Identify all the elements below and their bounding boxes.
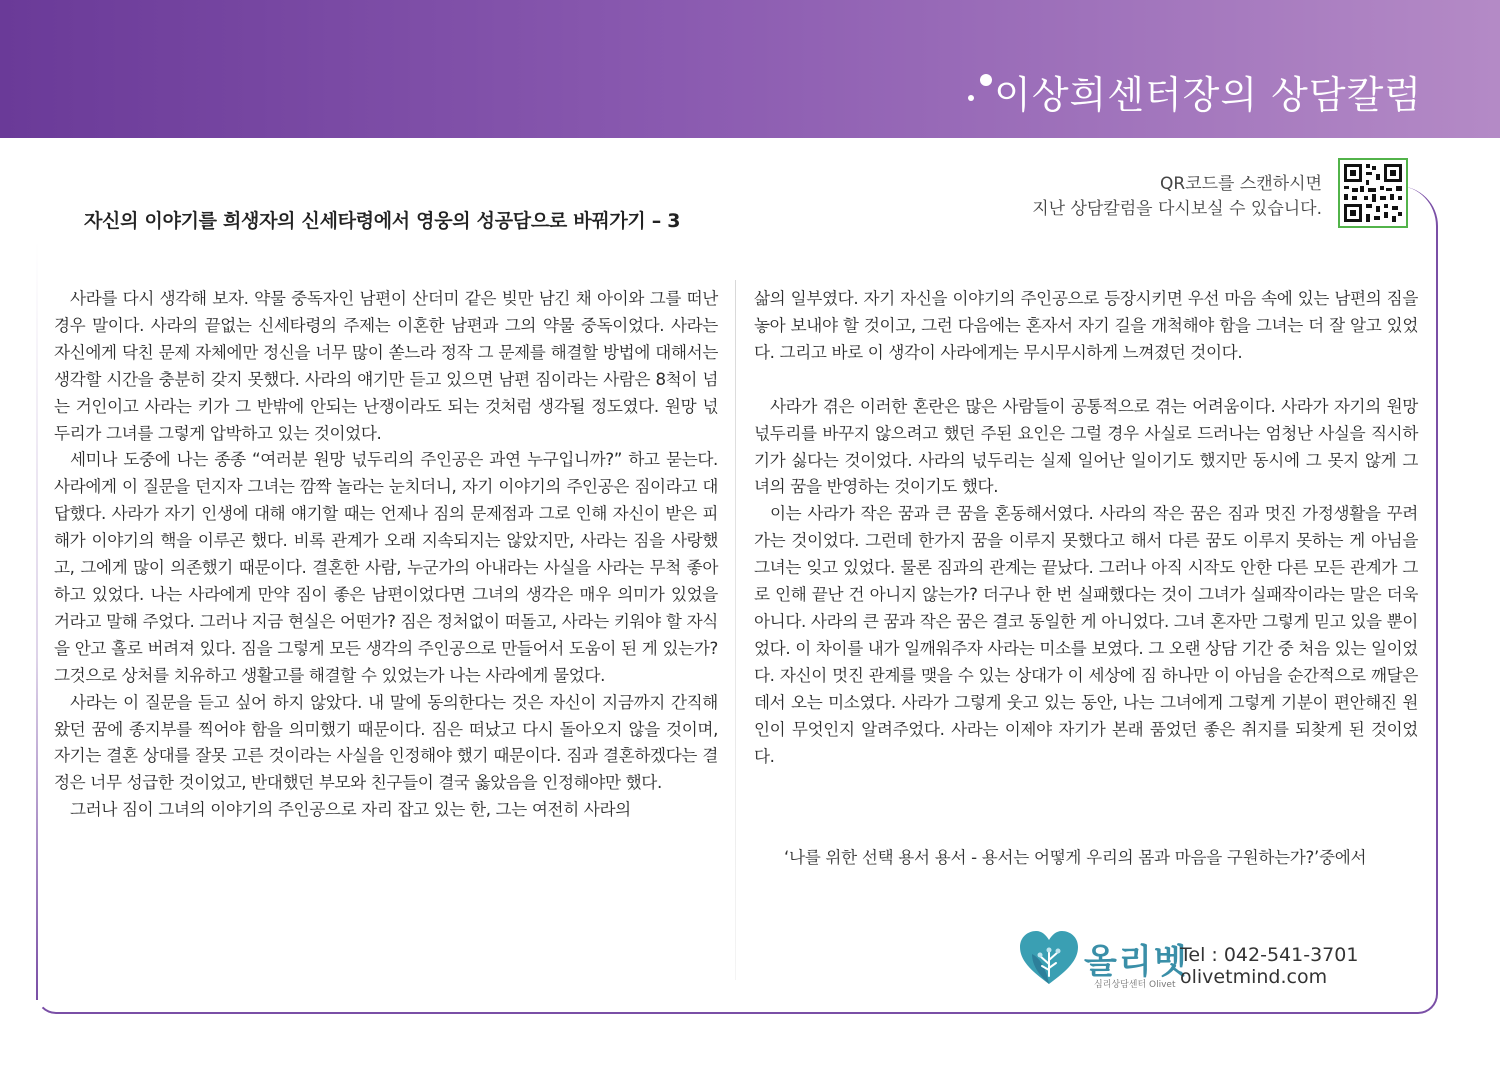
paragraph: 세미나 도중에 나는 종종 “여러분 원망 넋두리의 주인공은 과연 누구입니까?” 하고 묻는다. 사라에게 이 질문을 던지자 그녀는 깜짝 놀라는 눈치더니, 자기 이야기의 주인공은 짐이라고 대답했다. 사라가 자기 인생에 대해 얘기할 때는 언제나 짐의 문제점과 그로 인해 자신이 받은 피해가 이야기의 핵을 이루곤 했다. 비록 관계가 오래 지속되지는 않았지만, 사라는 짐을 사랑했고, 그에게 많이 의존했기 때문이다. 결혼한 사람, 누군가의 아내라는 사실을 사라는 무척 좋아하고 있었다. 나는 사라에게 만약 짐이 좋은 남편이었다면 그녀의 생각은 매우 의미가 있었을 거라고 말해 주었다. 그러나 지금 현실은 어떤가? 짐은 정처없이 떠돌고, 사라는 키워야 할 자식을 안고 홀로 버려져 있다. 짐을 그렇게 모든 생각의 주인공으로 만들어서 도움이 된 게 있는가? 그것으로 상처를 치유하고 생활고를 해결할 수 있었는가 나는 사라에게 물었다.	[54, 450, 718, 685]
contact-info	[1180, 944, 1358, 988]
contact-tel: Tel : 042-541-3701	[1180, 944, 1359, 966]
bullet-icon	[980, 74, 992, 86]
logo-subtitle: 심리상담센터 Olivet	[1094, 980, 1176, 990]
article-column-right	[754, 286, 1418, 770]
paragraph: 사라는 이 질문을 듣고 싶어 하지 않았다. 내 말에 동의한다는 것은 자신이 지금까지 간직해 왔던 꿈에 종지부를 찍어야 함을 의미했기 때문이다. 짐은 떠났고 다시 돌아오지 않을 것이며, 자기는 결혼 상대를 잘못 고른 것이라는 사실을 인정해야 했기 때문이다. 짐과 결혼하겠다는 결정은 너무 성급한 것이었고, 반대했던 부모와 친구들이 결국 옳았음을 인정해야만 했다.	[54, 692, 718, 793]
column-divider	[735, 280, 736, 980]
header-title: 이상희센터장의 상담칼럼	[968, 64, 1422, 119]
qr-code-graphic	[1340, 160, 1406, 226]
contact-website[interactable]: olivetmind.com	[1180, 966, 1328, 988]
qr-code-icon[interactable]	[1338, 158, 1408, 228]
qr-caption-line2: 지난 상담칼럼을 다시보실 수 있습니다.	[1032, 199, 1322, 219]
article-title: 자신의 이야기를 희생자의 신세타령에서 영웅의 성공담으로 바꿔가기 – 3	[84, 210, 681, 232]
olivet-logo-icon	[1018, 930, 1080, 986]
qr-caption	[1032, 172, 1322, 222]
frame-left-edge	[36, 240, 38, 1000]
bullet-icon	[968, 95, 974, 101]
article-column-left	[54, 286, 718, 824]
paragraph: 이는 사라가 작은 꿈과 큰 꿈을 혼동해서였다. 사라의 작은 꿈은 짐과 멋진 가정생활을 꾸려가는 것이었다. 그런데 한가지 꿈을 이루지 못했다고 해서 다른 꿈도 이루지 못하는 게 아님을 그녀는 잊고 있었다. 물론 짐과의 관계는 끝났다. 그러나 아직 시작도 안한 다른 모든 관계가 그로 인해 끝난 건 아니지 않는가? 더구나 한 번 실패했다는 것이 그녀가 실패작이라는 말은 더욱 아니다. 사라의 큰 꿈과 작은 꿈은 결코 동일한 게 아니었다. 그녀 혼자만 그렇게 믿고 있을 뿐이었다. 이 차이를 내가 일깨워주자 사라는 미소를 보였다. 그 오랜 상담 기간 중 처음 있는 일이었다. 자신이 멋진 관계를 맺을 수 있는 상대가 이 세상에 짐 하나만 이 아님을 순간적으로 깨달은 데서 오는 미소였다. 사라가 그렇게 웃고 있는 동안, 나는 그녀에게 그렇게 기분이 편안해진 원인이 무엇인지 알려주었다. 사라는 이제야 자기가 본래 품었던 좋은 취지를 되찾게 된 것이었다.	[754, 504, 1418, 766]
source-citation: ‘나를 위한 선택 용서 용서 - 용서는 어떻게 우리의 몸과 마음을 구원하는가?’중에서	[784, 848, 1367, 867]
header-banner	[0, 0, 1500, 138]
paragraph: 사라가 겪은 이러한 혼란은 많은 사람들이 공통적으로 겪는 어려움이다. 사라가 자기의 원망 넋두리를 바꾸지 않으려고 했던 주된 요인은 그럴 경우 사실로 드러나는 엄청난 사실을 직시하기가 싫다는 것이었다. 사라의 넋두리는 실제 일어난 일이기도 했지만 동시에 그 못지 않게 그녀의 꿈을 반영하는 것이기도 했다.	[754, 396, 1418, 497]
paragraph: 삶의 일부였다. 자기 자신을 이야기의 주인공으로 등장시키면 우선 마음 속에 있는 남편의 짐을 놓아 보내야 할 것이고, 그런 다음에는 혼자서 자기 길을 개척해야 함을 그녀는 더 잘 알고 있었다. 그리고 바로 이 생각이 사라에게는 무시무시하게 느껴졌던 것이다.	[754, 289, 1418, 362]
logo-name: 올리벳	[1084, 942, 1189, 982]
paragraph: 사라를 다시 생각해 보자. 약물 중독자인 남편이 산더미 같은 빚만 남긴 채 아이와 그를 떠난 경우 말이다. 사라의 끝없는 신세타령의 주제는 이혼한 남편과 그의 약물 중독이었다. 사라는 자신에게 닥친 문제 자체에만 정신을 너무 많이 쏟느라 정작 그 문제를 해결할 방법에 대해서는 생각할 시간을 충분히 갖지 못했다. 사라의 얘기만 듣고 있으면 남편 짐이라는 사람은 8척이 넘는 거인이고 사라는 키가 그 반밖에 안되는 난쟁이라도 되는 것처럼 생각될 정도였다. 원망 넋두리가 그녀를 그렇게 압박하고 있는 것이었다.	[54, 289, 718, 443]
qr-caption-line1: QR코드를 스캔하시면	[1160, 174, 1322, 194]
paragraph: 그러나 짐이 그녀의 이야기의 주인공으로 자리 잡고 있는 한, 그는 여전히 사라의	[70, 800, 631, 820]
